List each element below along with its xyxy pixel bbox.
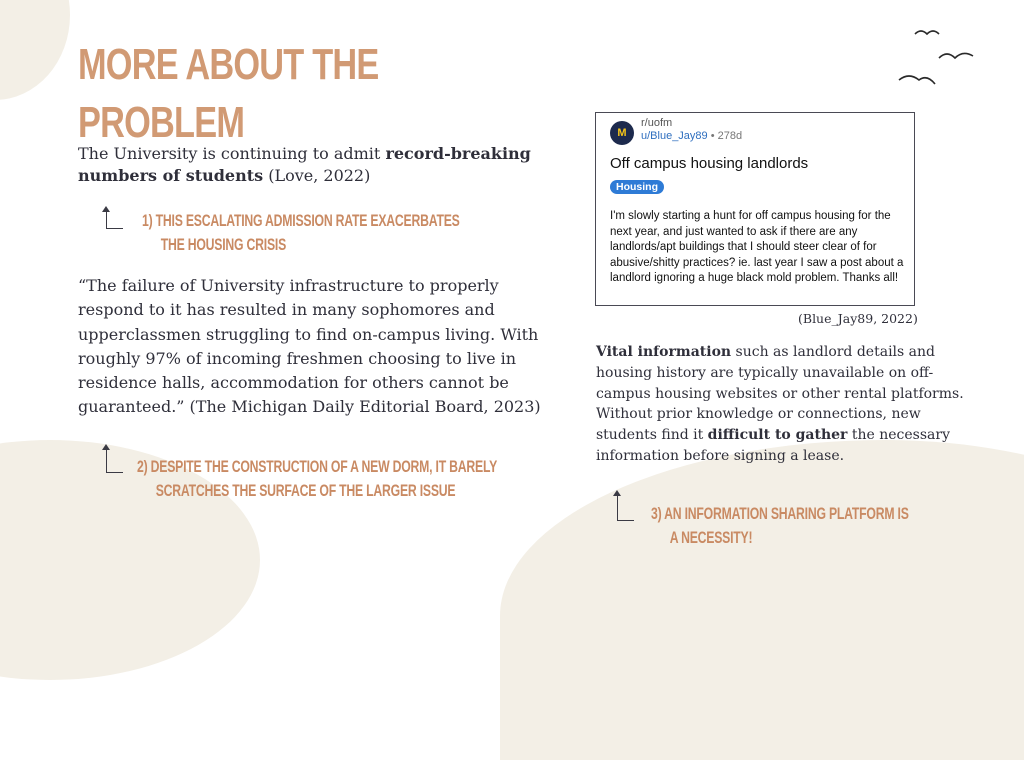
corner-arrow-icon	[106, 212, 123, 229]
intro-part1: The University is continuing to admit	[78, 144, 386, 163]
point-2-line2: SCRATCHES THE SURFACE OF THE LARGER ISSUE	[155, 481, 456, 500]
point-2-line1: 2) DESPITE THE CONSTRUCTION OF A NEW DORM, IT BARELY	[137, 457, 498, 476]
point-2	[137, 455, 497, 503]
post-age: • 278d	[707, 130, 743, 142]
subreddit-name: r/uofm	[641, 117, 673, 129]
birds-icon	[895, 20, 985, 100]
page-title	[78, 36, 379, 152]
post-title: Off campus housing landlords	[610, 155, 809, 172]
point-3-line2: A NECESSITY!	[669, 528, 753, 547]
vital-info-text	[596, 342, 971, 467]
intro-part2: (Love, 2022)	[263, 166, 371, 185]
decor-blob-top-left	[0, 0, 70, 100]
corner-arrow-icon	[106, 450, 123, 473]
point-1-line2: THE HOUSING CRISIS	[160, 235, 287, 254]
page-title-line2: PROBLEM	[78, 98, 245, 147]
post-author	[641, 130, 742, 142]
post-citation: (Blue_Jay89, 2022)	[798, 311, 918, 326]
post-author-name: u/Blue_Jay89	[641, 130, 708, 142]
intro-bold: record-breaking numbers of students	[78, 144, 531, 185]
decor-blob-bottom-right	[500, 440, 1024, 760]
point-3	[651, 502, 909, 550]
corner-arrow-icon	[617, 496, 634, 521]
point-1-line1: 1) THIS ESCALATING ADMISSION RATE EXACERBATES	[142, 211, 460, 230]
post-body: I'm slowly starting a hunt for off campus housing for the next year, and just wanted to ask if there are any landlords/apt buildings that I should steer clear of for abusive/shitty practices? ie. last year I saw a post about a landlord ignoring a huge black mold problem. Thanks all!	[610, 210, 904, 284]
vital-text-1: such as landlord details and housing history are typically unavailable on off-campus housing websites or other rental platforms. Without prior knowledge or connections, new students find it	[596, 344, 964, 444]
point-1	[142, 209, 460, 257]
post-flair-badge: Housing	[610, 180, 664, 194]
vital-bold-2: difficult to gather	[707, 427, 848, 444]
reddit-post-card	[595, 112, 915, 306]
point-3-line1: 3) AN INFORMATION SHARING PLATFORM IS	[651, 504, 909, 523]
university-logo-icon: M	[610, 121, 634, 145]
intro-text	[78, 143, 548, 187]
vital-text-2: the necessary information before signing a lease.	[596, 427, 950, 464]
vital-bold-1: Vital information	[596, 344, 732, 360]
page-title-line1: MORE ABOUT THE	[78, 40, 379, 89]
quote-text: “The failure of University infrastructure to properly respond to it has resulted in many sophomores and upperclassmen struggling to find on-campus living. With roughly 97% of incoming freshmen choosing to live in residence halls, accommodation for others cannot be guaranteed.” (The Michigan Daily Editorial Board, 2023)	[78, 276, 541, 417]
